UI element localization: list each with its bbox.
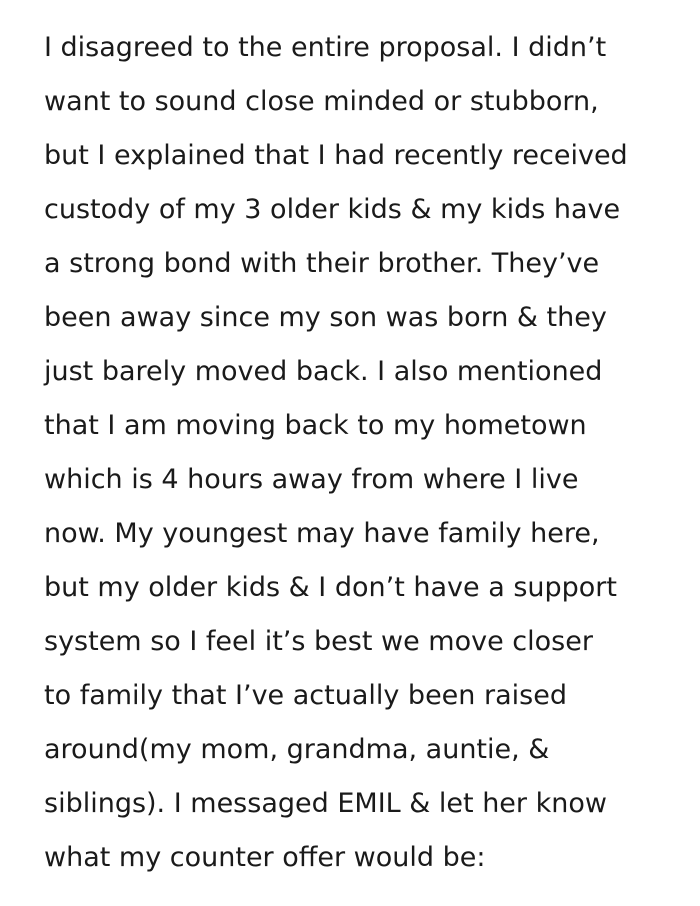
text-line: I disagreed to the entire proposal. I didn’t [44,32,607,63]
text-line: what my counter offer would be: [44,842,486,873]
text-line: just barely moved back. I also mentioned [44,356,603,387]
text-line: want to sound close minded or stubborn, [44,86,599,117]
text-line: to family that I’ve actually been raised [44,680,567,711]
text-line: which is 4 hours away from where I live [44,464,579,495]
text-line: but I explained that I had recently received [44,140,628,171]
text-line: been away since my son was born & they [44,302,607,333]
text-line: around(my mom, grandma, auntie, & [44,734,550,765]
text-line: a strong bond with their brother. They’ve [44,248,600,279]
text-line: custody of my 3 older kids & my kids have [44,194,621,225]
paragraph-text [44,21,694,885]
text-line: now. My youngest may have family here, [44,518,600,549]
text-line: siblings). I messaged EMIL & let her know [44,788,607,819]
text-line: but my older kids & I don’t have a support [44,572,617,603]
text-line: system so I feel it’s best we move closer [44,626,593,657]
text-line: that I am moving back to my hometown [44,410,587,441]
